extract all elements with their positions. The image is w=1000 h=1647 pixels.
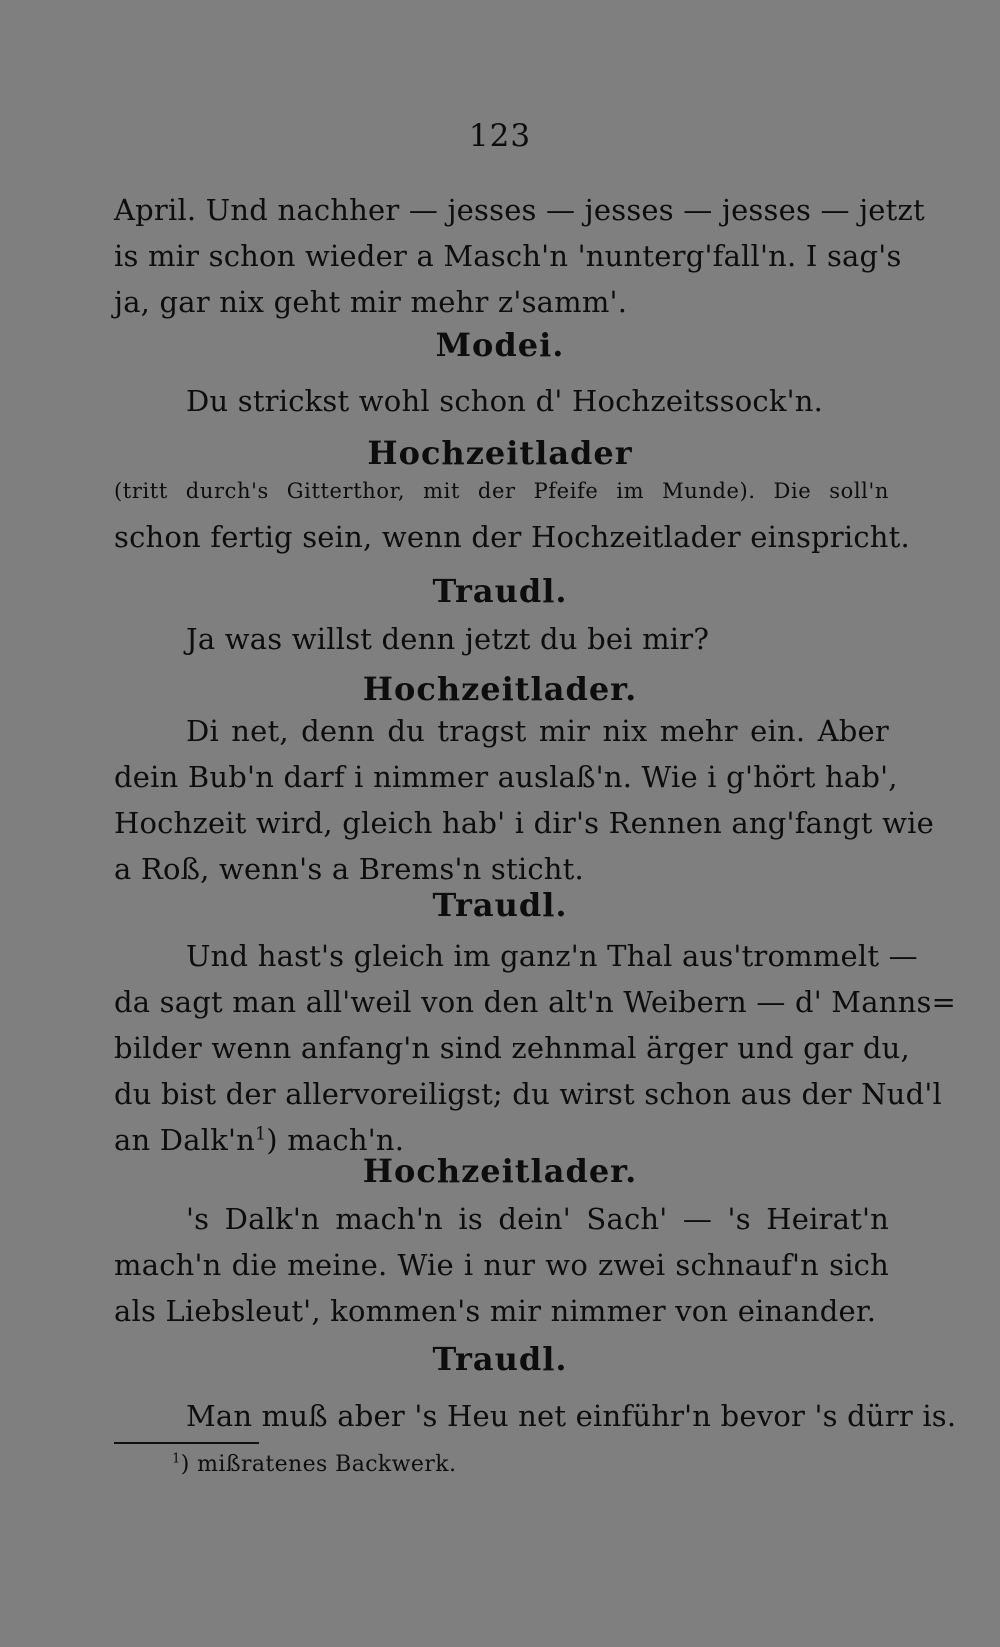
speaker-name: Hochzeitlader.: [362, 670, 638, 708]
speaker-name: Traudl.: [432, 572, 568, 610]
footnote: [172, 1448, 456, 1482]
text-fragment: ) mach'n.: [266, 1123, 405, 1157]
text-line: du bist der allervoreiligst; du wirst schon aus der Nud'l: [114, 1077, 942, 1111]
page-number: 123: [468, 118, 532, 154]
text-line: Ja was willst denn jetzt du bei mir?: [186, 622, 710, 656]
dialogue-paragraph: [114, 1393, 957, 1439]
text-line: a Roß, wenn's a Brems'n sticht.: [114, 852, 584, 886]
text-line: Hochzeit wird, gleich hab' i dir's Rennen ang'fangt wie: [114, 806, 934, 840]
text-line: (tritt durch's Gitterthor, mit der Pfeife im Munde). Die soll'n: [114, 479, 889, 503]
dialogue-paragraph: [114, 708, 934, 892]
footnote-mark-close: ): [180, 1452, 190, 1477]
text-line: als Liebsleut', kommen's mir nimmer von einander.: [114, 1294, 877, 1328]
text-line: is mir schon wieder a Masch'n 'nunterg'fall'n. I sag's: [114, 239, 902, 273]
footnote-text: mißratenes Backwerk.: [189, 1452, 457, 1477]
text-line: April. Und nachher — jesses — jesses — jesses — jetzt: [114, 193, 925, 227]
text-line: Di net, denn du tragst mir nix mehr ein. Aber: [186, 714, 889, 748]
text-line: da sagt man all'weil von den alt'n Weibern — d' Manns=: [114, 985, 957, 1019]
text-line: Du strickst wohl schon d' Hochzeitssock'n.: [186, 384, 824, 418]
dialogue-paragraph: [114, 933, 957, 1163]
footnote-mark: 1: [172, 1451, 181, 1467]
text-fragment: an Dalk'n: [114, 1123, 256, 1157]
text-line: ja, gar nix geht mir mehr z'samm'.: [114, 285, 628, 319]
text-line: dein Bub'n darf i nimmer auslaß'n. Wie i g'hört hab',: [114, 760, 898, 794]
speaker-name: Modei.: [435, 326, 565, 364]
dialogue-paragraph: [114, 1196, 889, 1334]
text-line: Und hast's gleich im ganz'n Thal aus'trommelt —: [186, 939, 918, 973]
dialogue-paragraph: [114, 378, 889, 424]
speaker-name: Hochzeitlader.: [362, 1152, 638, 1190]
speaker-name: Traudl.: [432, 1340, 568, 1378]
text-line: bilder wenn anfang'n sind zehnmal ärger und gar du,: [114, 1031, 910, 1065]
text-line: 's Dalk'n mach'n is dein' Sach' — 's Heirat'n: [186, 1202, 889, 1236]
speaker-name: Traudl.: [432, 886, 568, 924]
speaker-name: Hochzeitlader: [367, 434, 633, 472]
text-line: Man muß aber 's Heu net einführ'n bevor 's dürr is.: [186, 1399, 957, 1433]
text-line: mach'n die meine. Wie i nur wo zwei schnauf'n sich: [114, 1248, 889, 1282]
stage-direction-paragraph: [114, 468, 910, 560]
footnote-reference: 1: [255, 1124, 267, 1145]
text-line: schon fertig sein, wenn der Hochzeitlader einspricht.: [114, 520, 910, 554]
dialogue-paragraph: [114, 187, 925, 325]
dialogue-paragraph: [114, 616, 889, 662]
footnote-divider: [114, 1442, 259, 1444]
